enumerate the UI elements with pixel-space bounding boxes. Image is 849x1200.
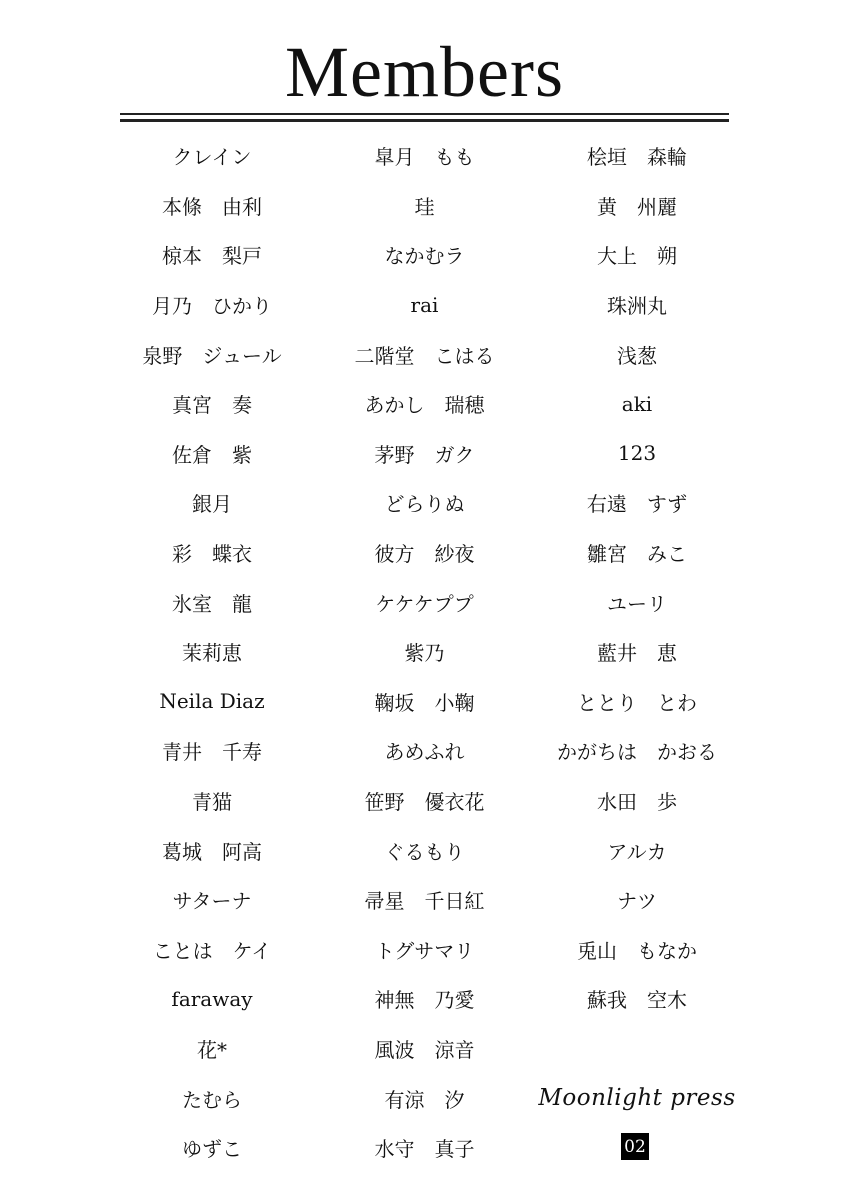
member-name: 帚星 千日紅	[364, 889, 485, 914]
member-name: 藍井 恵	[597, 641, 677, 666]
member-name: 123	[617, 441, 657, 466]
member-name: ととり とわ	[577, 690, 697, 715]
member-name: 蘇我 空木	[587, 988, 687, 1013]
member-name: rai	[410, 292, 439, 317]
member-name: 右遠 すず	[586, 492, 688, 517]
member-name: 珠洲丸	[607, 294, 667, 319]
member-name: 茅野 ガク	[374, 442, 475, 467]
member-name: あかし 瑞穂	[364, 393, 485, 418]
member-name: 青井 千寿	[162, 740, 262, 765]
member-name: 笹野 優衣花	[364, 790, 485, 815]
member-name: 桧垣 森輪	[587, 145, 687, 170]
member-name: ケケケププ	[375, 591, 474, 616]
member-name: Neila Diaz	[159, 689, 265, 714]
member-name: ぐるもり	[384, 839, 465, 864]
member-name: 葛城 阿高	[162, 839, 262, 864]
member-name: faraway	[171, 986, 253, 1011]
member-name: 彩 蝶衣	[172, 542, 252, 567]
member-name: 彼方 紗夜	[374, 542, 475, 567]
member-name: 青猫	[192, 790, 232, 815]
member-name: 花*	[197, 1037, 227, 1062]
brand-logo-text: Moonlight press	[538, 1085, 736, 1112]
member-name: クレイン	[172, 145, 252, 170]
member-name: なかむラ	[384, 244, 465, 269]
page-number-badge: 02	[621, 1133, 649, 1160]
member-name: 珪	[414, 194, 435, 219]
member-name: どらりぬ	[384, 492, 465, 517]
member-name: 風波 涼音	[374, 1037, 475, 1062]
member-name: 銀月	[192, 492, 232, 517]
member-name: ゆずこ	[182, 1137, 242, 1162]
member-name: 水守 真子	[374, 1137, 475, 1162]
member-name: 椋本 梨戸	[162, 244, 262, 269]
member-name: 真宮 奏	[172, 393, 252, 418]
member-name: 神無 乃愛	[374, 988, 475, 1013]
member-name: 大上 朔	[597, 244, 677, 269]
member-name: 兎山 もなか	[577, 938, 697, 963]
member-name: 水田 歩	[597, 790, 677, 815]
member-name: かがちは かおる	[557, 740, 717, 765]
member-name: 氷室 龍	[172, 591, 252, 616]
member-name: 佐倉 紫	[172, 442, 252, 467]
title-rule-thick	[120, 119, 729, 122]
brand-logo	[537, 1073, 737, 1123]
empty-cell	[537, 1024, 737, 1074]
member-name: 雛宮 みこ	[587, 542, 687, 567]
member-name: 本條 由利	[162, 194, 262, 219]
members-list	[112, 131, 737, 1172]
member-name: 浅葱	[617, 343, 657, 368]
member-name: あめふれ	[384, 740, 465, 765]
member-name: サターナ	[172, 889, 252, 914]
member-name: ユーリ	[607, 591, 667, 616]
member-name: 紫乃	[404, 641, 445, 666]
member-name: 二階堂 こはる	[354, 343, 495, 368]
member-name: ナツ	[617, 889, 657, 914]
member-name: トグサマリ	[374, 938, 475, 963]
member-name: 泉野 ジュール	[142, 343, 282, 368]
member-name: 皐月 もも	[374, 145, 475, 170]
member-name: ことは ケイ	[152, 938, 272, 963]
member-name: アルカ	[607, 839, 667, 864]
member-name: 黄 州麗	[597, 194, 677, 219]
member-name: 月乃 ひかり	[152, 294, 272, 319]
member-name: 鞠坂 小鞠	[374, 690, 475, 715]
member-name: 有涼 汐	[384, 1087, 465, 1112]
page-title: Members	[285, 32, 564, 112]
title-rule-thin	[120, 113, 729, 115]
member-name: 茉莉恵	[182, 641, 242, 666]
member-name: aki	[621, 391, 653, 416]
member-name: たむら	[182, 1087, 242, 1112]
